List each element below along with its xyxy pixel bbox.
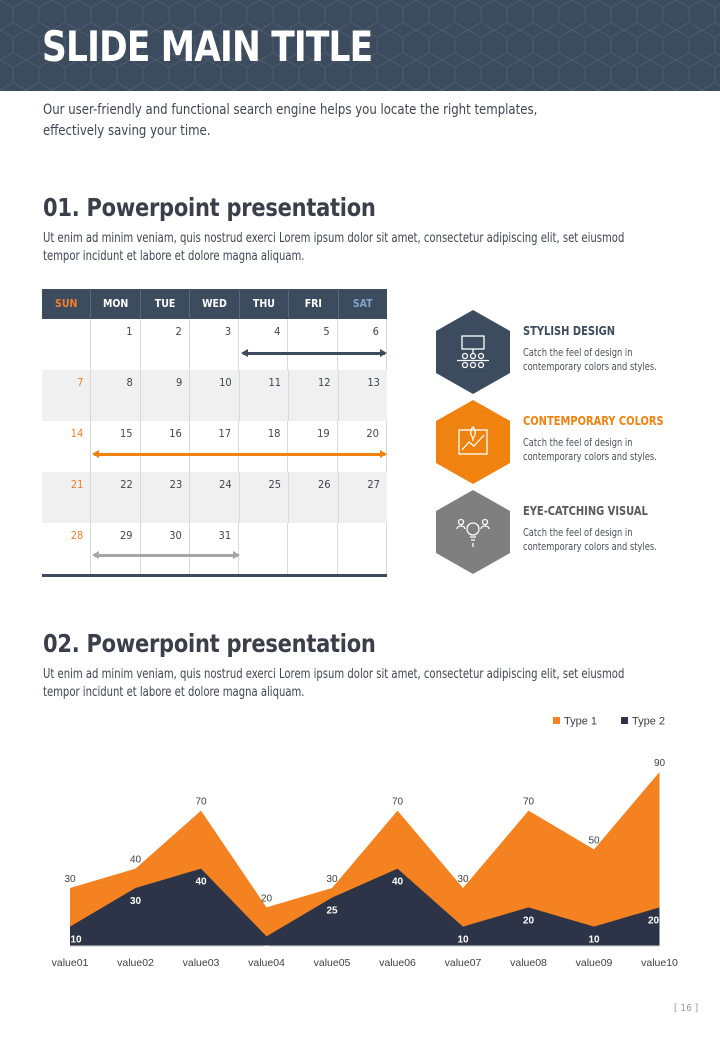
x-tick-label: value09 (575, 957, 613, 969)
calendar-day: 3 (190, 319, 239, 370)
section2-description: Ut enim ad minim veniam, quis nostrud exerci Lorem ipsum dolor sit amet, consectetur adipiscing elit, set eiusmod tempor incidunt et labore et dolore magna aliquam. (43, 667, 625, 700)
x-tick-label: value06 (379, 957, 416, 969)
x-tick-label: value05 (313, 957, 351, 969)
calendar (42, 289, 387, 577)
feature-title: EYE-CATCHING VISUAL (523, 503, 648, 518)
calendar-week (42, 421, 387, 472)
feature-eye-catching-visual (436, 490, 716, 574)
x-tick-label: value02 (117, 957, 154, 969)
section1-description: Ut enim ad minim veniam, quis nostrud exerci Lorem ipsum dolor sit amet, consectetur adipiscing elit, set eiusmod tempor incidunt et labore et dolore magna aliquam. (43, 231, 625, 264)
calendar-day: 7 (42, 370, 91, 421)
calendar-day: 1 (91, 319, 140, 370)
calendar-day: 19 (288, 421, 337, 472)
feature-description: Catch the feel of design in contemporary colors and styles. (523, 437, 657, 463)
data-label: 5 (263, 944, 270, 956)
header-banner (0, 0, 720, 91)
calendar-day (288, 523, 337, 574)
range-arrow-orange (94, 453, 385, 456)
calendar-day: 16 (141, 421, 190, 472)
calendar-bottom-rule (42, 574, 387, 577)
calendar-day: 30 (141, 523, 190, 574)
data-label: 30 (326, 874, 338, 885)
calendar-day: 28 (42, 523, 91, 574)
data-label: 40 (129, 854, 142, 866)
calendar-day: 27 (367, 478, 380, 491)
data-label: 20 (522, 915, 535, 927)
range-arrow-navy (243, 352, 385, 355)
feature-stylish-design (436, 310, 716, 394)
data-label: 20 (260, 893, 273, 905)
calendar-day: 5 (288, 319, 337, 370)
day-header-sun: SUN (42, 289, 91, 319)
subtitle: Our user-friendly and functional search engine helps you locate the right templates, effectively saving your time. (43, 102, 538, 139)
range-arrow-gray (94, 554, 238, 557)
feature-description: Catch the feel of design in contemporary colors and styles. (523, 527, 657, 553)
calendar-day: 18 (239, 421, 288, 472)
calendar-week (42, 319, 387, 370)
data-label: 70 (195, 796, 207, 808)
section1-title: 01. Powerpoint presentation (43, 193, 376, 222)
x-tick-label: value07 (444, 957, 482, 969)
calendar-day: 13 (367, 376, 380, 389)
day-header-fri: FRI (289, 289, 338, 319)
page-number: [ 16 ] (674, 1003, 699, 1014)
day-header-wed: WED (190, 289, 239, 319)
legend-swatch (621, 717, 628, 724)
data-label: 10 (70, 934, 82, 946)
rocket-chart-icon (436, 400, 510, 484)
feature-description: Catch the feel of design in contemporary colors and styles. (523, 347, 657, 373)
data-label: 10 (457, 934, 469, 946)
data-label: 25 (326, 905, 338, 917)
calendar-day: 31 (190, 523, 239, 574)
calendar-day: 29 (91, 523, 140, 574)
calendar-day (42, 319, 91, 370)
data-label: 70 (391, 796, 404, 808)
x-tick-label: value01 (51, 957, 89, 969)
calendar-day: 8 (91, 370, 140, 421)
calendar-day: 22 (91, 472, 140, 523)
feature-title: STYLISH DESIGN (523, 323, 616, 338)
data-label: 30 (457, 874, 469, 885)
section2-title: 02. Powerpoint presentation (43, 629, 376, 658)
calendar-day: 21 (42, 472, 91, 523)
data-label: 30 (129, 896, 142, 907)
day-header-sat: SAT (352, 298, 373, 310)
data-label: 90 (653, 758, 666, 769)
calendar-header (42, 289, 387, 319)
data-label: 70 (522, 796, 535, 808)
calendar-day: 14 (42, 421, 91, 472)
calendar-day: 24 (190, 472, 239, 523)
x-tick-label: value03 (182, 957, 220, 969)
calendar-day: 23 (141, 472, 190, 523)
calendar-week (42, 472, 387, 523)
calendar-day (338, 523, 387, 574)
data-label: 20 (647, 915, 660, 927)
x-tick-label: value10 (641, 957, 678, 969)
legend-label: Type 1 (564, 715, 598, 728)
calendar-day: 4 (239, 319, 288, 370)
calendar-day: 26 (289, 472, 338, 523)
idea-team-icon (436, 490, 510, 574)
calendar-day: 6 (338, 319, 387, 370)
area-chart (40, 705, 680, 975)
calendar-day: 15 (91, 421, 140, 472)
calendar-day (239, 523, 288, 574)
x-tick-label: value08 (510, 957, 547, 969)
day-header-tue: TUE (141, 289, 190, 319)
calendar-day: 25 (240, 472, 289, 523)
day-header-mon: MON (91, 289, 140, 319)
data-label: 50 (588, 835, 600, 847)
calendar-week (42, 370, 387, 421)
x-tick-label: value04 (248, 957, 285, 969)
calendar-day: 9 (141, 370, 190, 421)
calendar-day: 2 (141, 319, 190, 370)
data-label: 40 (391, 876, 404, 888)
legend-label: Type 2 (632, 715, 666, 728)
calendar-day: 11 (240, 370, 289, 421)
data-label: 40 (195, 876, 207, 888)
calendar-day: 12 (289, 370, 338, 421)
page-title: SLIDE MAIN TITLE (42, 22, 373, 71)
data-label: 30 (64, 874, 76, 885)
meeting-icon (436, 310, 510, 394)
calendar-day: 20 (338, 421, 387, 472)
calendar-day: 10 (190, 370, 239, 421)
day-header-thu: THU (240, 289, 289, 319)
data-label: 10 (588, 934, 600, 946)
legend-swatch (553, 717, 560, 724)
feature-contemporary-colors (436, 400, 716, 484)
calendar-day: 17 (190, 421, 239, 472)
feature-title: CONTEMPORARY COLORS (523, 413, 664, 428)
calendar-week (42, 523, 387, 574)
